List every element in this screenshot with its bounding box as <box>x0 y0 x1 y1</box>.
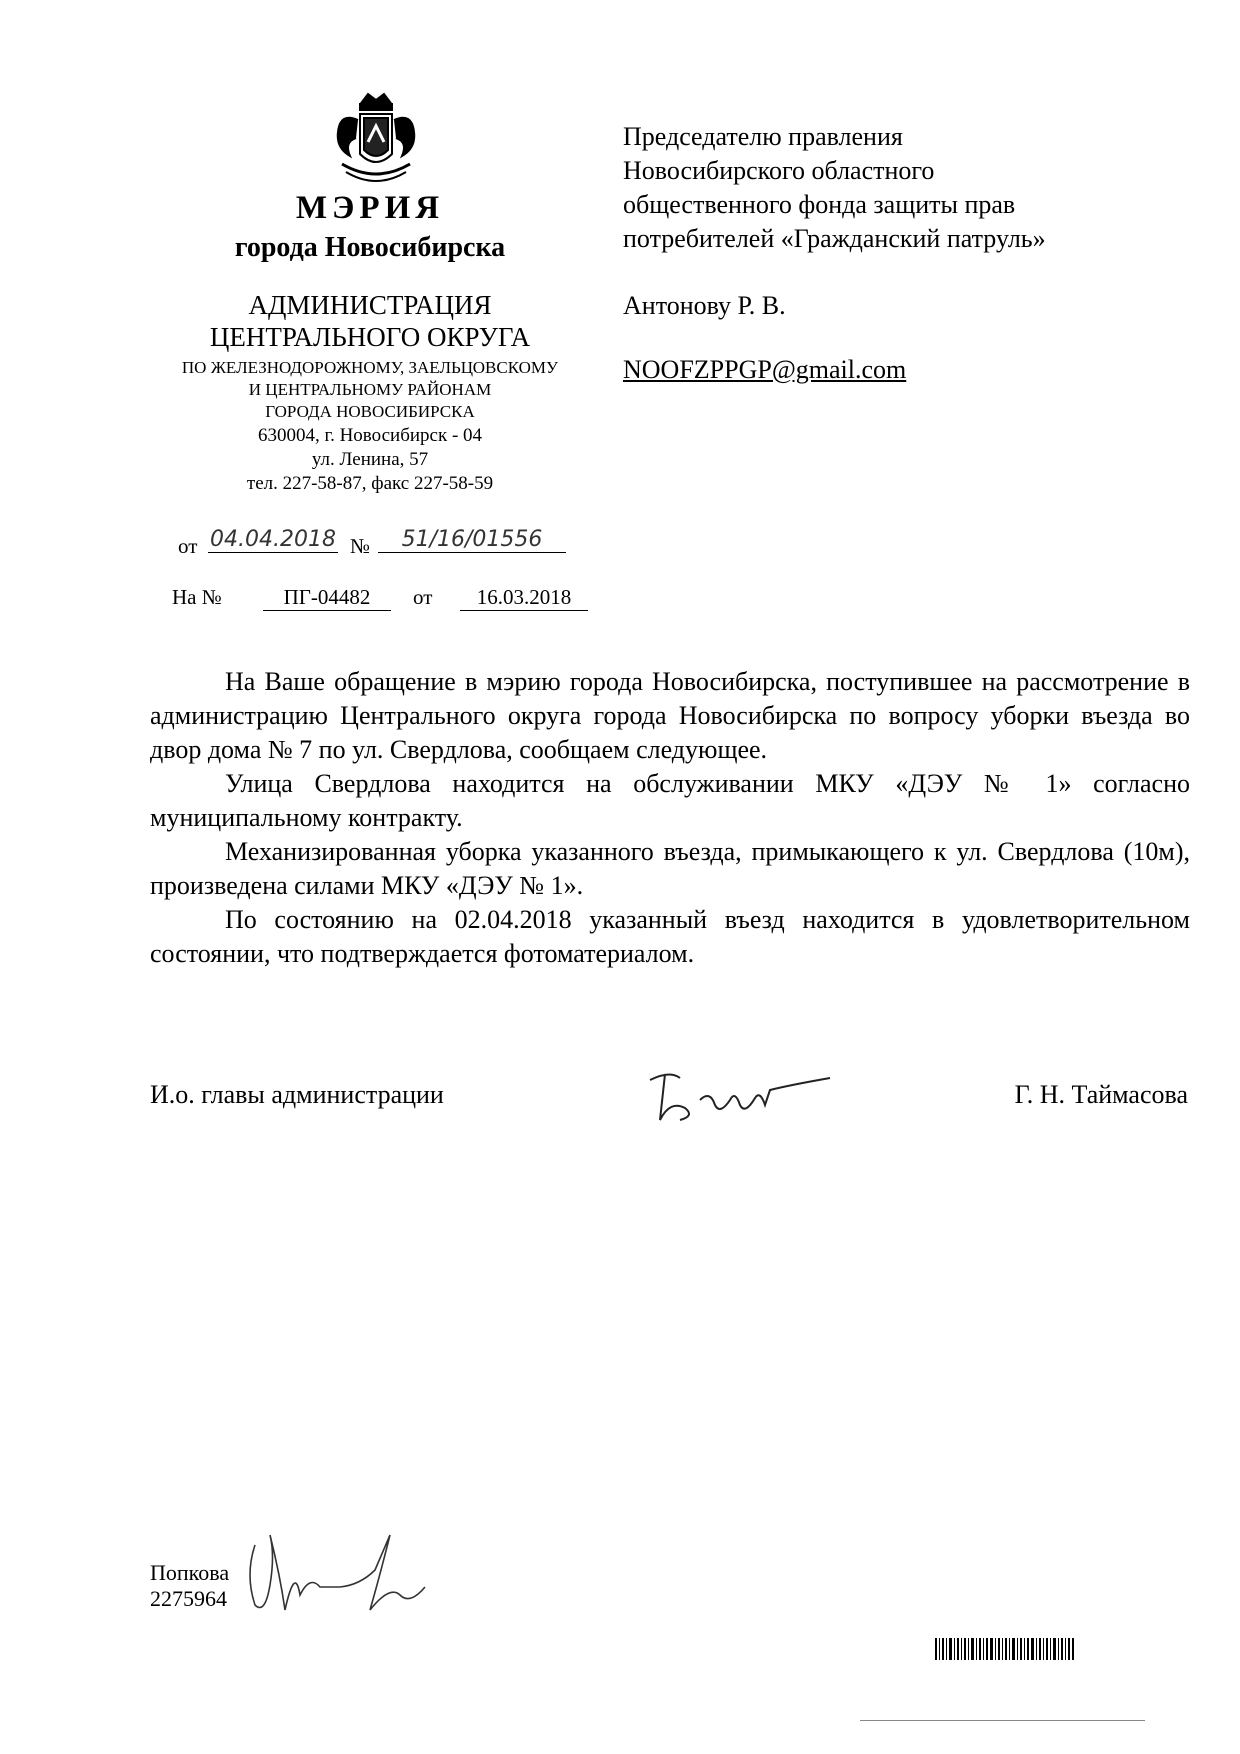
city-heading: города Новосибирска <box>234 232 506 263</box>
letter-body <box>150 665 1190 971</box>
outgoing-date: 04.04.2018 <box>208 527 338 553</box>
outgoing-number: 51/16/01556 <box>378 527 566 553</box>
addressee-line1: Председателю правления <box>623 122 903 151</box>
signatory-name: Г. Н. Таймасова <box>1014 1080 1188 1109</box>
executor-name: Попкова <box>150 1560 230 1585</box>
administration-line2: ЦЕНТРАЛЬНОГО ОКРУГА <box>209 322 531 352</box>
addressee-line4: потребителей «Гражданский патруль» <box>623 224 1046 253</box>
address-phone: тел. 227-58-87, факс 227-58-59 <box>246 473 494 494</box>
executor-phone: 2275964 <box>150 1586 227 1611</box>
handwritten-signature <box>640 1060 840 1140</box>
in-reply-label: На № <box>172 585 222 609</box>
address-street: ул. Ленина, 57 <box>311 449 429 470</box>
ot-label: от <box>178 534 198 558</box>
districts-line3: ГОРОДА НОВОСИБИРСКА <box>265 402 475 421</box>
districts-line1: ПО ЖЕЛЕЗНОДОРОЖНОМУ, ЗАЕЛЬЦОВСКОМУ <box>181 358 559 377</box>
addressee-line2: Новосибирского областного <box>623 156 935 185</box>
districts-line2: И ЦЕНТРАЛЬНОМУ РАЙОНАМ <box>248 380 492 399</box>
number-label: № <box>350 534 371 558</box>
addressee-email-link[interactable]: NOOFZPPGP@gmail.com <box>623 355 907 384</box>
in-reply-ot-label: от <box>413 585 433 609</box>
body-paragraph-3: Механизированная уборка указанного въезда, примыкающего к ул. Свердлова (10м), произведена силами МКУ «ДЭУ № 1». <box>150 837 1190 900</box>
in-reply-date: 16.03.2018 <box>460 585 588 611</box>
executor-signature <box>240 1515 440 1625</box>
address-postcode: 630004, г. Новосибирск - 04 <box>257 425 483 446</box>
administration-line1: АДМИНИСТРАЦИЯ <box>248 290 492 320</box>
meria-heading: МЭРИЯ <box>295 190 445 226</box>
footer-divider <box>860 1720 1145 1721</box>
barcode-icon <box>935 1638 1075 1660</box>
addressee-name: Антонову Р. В. <box>623 291 786 320</box>
in-reply-number: ПГ-04482 <box>263 585 391 611</box>
signatory-position: И.о. главы администрации <box>150 1080 444 1109</box>
body-paragraph-1: На Ваше обращение в мэрию города Новосибирска, поступившее на рассмотрение в администрацию Центрального округа города Новосибирска по вопросу уборки въезда во двор дома № 7 по ул. Свердлова, сообщаем следующее. <box>150 667 1190 764</box>
coat-of-arms-icon <box>320 92 432 192</box>
body-paragraph-2: Улица Свердлова находится на обслуживании МКУ «ДЭУ № 1» согласно муниципальному контракту. <box>150 769 1190 832</box>
body-paragraph-4: По состоянию на 02.04.2018 указанный въезд находится в удовлетворительном состоянии, что подтверждается фотоматериалом. <box>150 905 1190 968</box>
addressee-line3: общественного фонда защиты прав <box>623 190 1016 219</box>
